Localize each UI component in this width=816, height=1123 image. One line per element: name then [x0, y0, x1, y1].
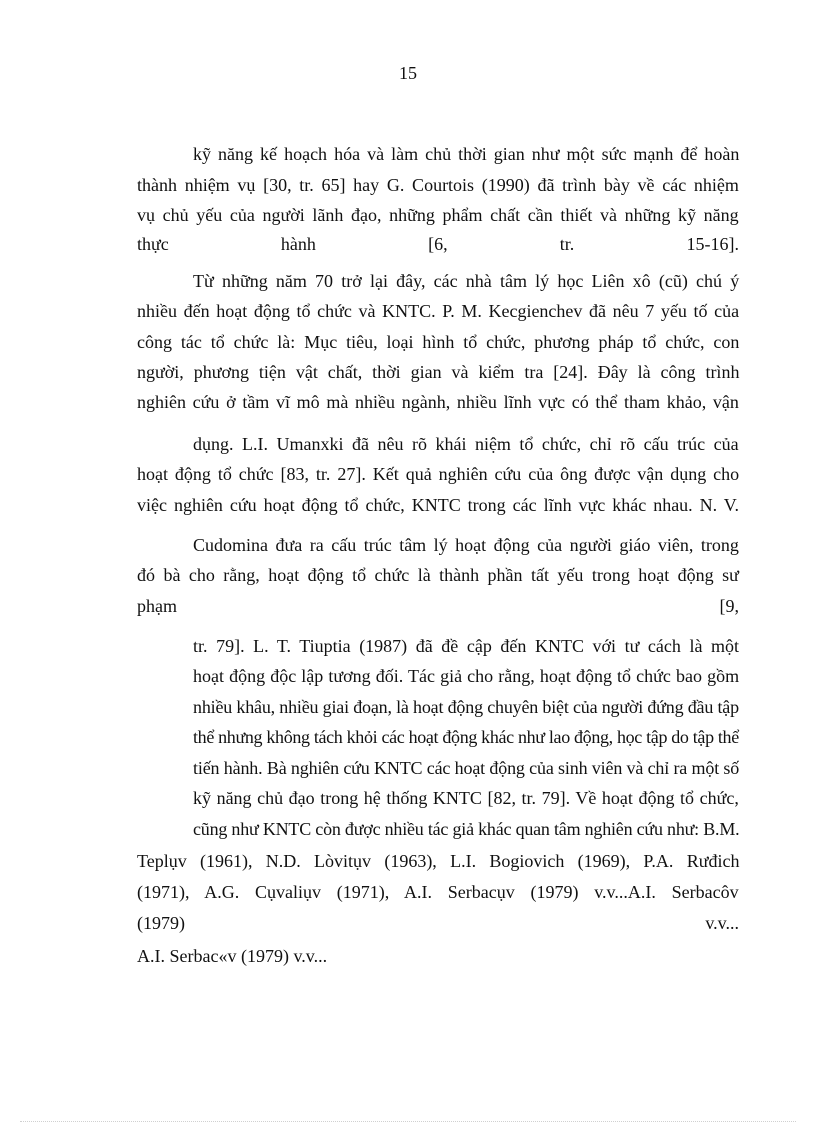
word: phạm — [137, 596, 177, 616]
text-line: A.I. Serbac«v (1979) v.v... — [137, 946, 328, 966]
text-line: nghiên cứu ở tầm vĩ mô mà nhiều ngành, nhiều lĩnh vực có thể tham khảo, vận — [137, 392, 739, 412]
word: v.v... — [705, 913, 739, 933]
text-line: thành nhiệm vụ [30, tr. 65] hay G. Courtois (1990) đã trình bày về các nhiệm — [137, 175, 739, 195]
text-line: đó bà cho rằng, hoạt động tổ chức là thành phần tất yếu trong hoạt động sư — [137, 565, 739, 585]
text-line: thể nhưng không tách khỏi các hoạt động khác như lao động, học tập do tập thể — [193, 727, 739, 747]
text-line: tiến hành. Bà nghiên cứu KNTC các hoạt động của sinh viên và chỉ ra một số — [193, 758, 740, 778]
text-line: Teplụv (1961), N.D. Lòvitụv (1963), L.I. Bogiovich (1969), P.A. Rưđich — [137, 851, 740, 871]
word: [9, — [719, 596, 739, 616]
text-line: cũng như KNTC còn được nhiều tác giả khác quan tâm nghiên cứu như: B.M. — [193, 819, 740, 839]
word: [6, — [428, 234, 448, 254]
text-line-justified — [137, 911, 739, 935]
text-line-justified — [137, 232, 739, 256]
text-line-justified — [137, 594, 739, 618]
text-line: người, phương tiện vật chất, thời gian và kiểm tra [24]. Đây là công trình — [137, 362, 740, 382]
text-line: (1971), A.G. Cụvaliụv (1971), A.I. Serbacụv (1979) v.v...A.I. Serbacôv — [137, 882, 739, 902]
word: (1979) — [137, 913, 185, 933]
text-line: Cudomina đưa ra cấu trúc tâm lý hoạt động của người giáo viên, trong — [193, 535, 739, 555]
word: 15-16]. — [686, 234, 739, 254]
text-line: hoạt động tổ chức [83, tr. 27]. Kết quả nghiên cứu của ông được vận dụng cho — [137, 464, 740, 484]
word: tr. — [559, 234, 575, 254]
text-line: tr. 79]. L. T. Tiuptia (1987) đã đề cập đến KNTC với tư cách là một — [193, 636, 740, 656]
page-number: 15 — [399, 63, 417, 83]
text-line: vụ chủ yếu của người lãnh đạo, những phẩm chất cần thiết và những kỹ năng — [137, 205, 739, 225]
text-line: nhiều đến hoạt động tổ chức và KNTC. P. M. Kecgienchev đã nêu 7 yếu tố của — [137, 301, 740, 321]
text-line: kỹ năng chủ đạo trong hệ thống KNTC [82, tr. 79]. Về hoạt động tổ chức, — [193, 788, 739, 808]
text-line: dụng. L.I. Umanxki đã nêu rõ khái niệm tổ chức, chỉ rõ cấu trúc của — [193, 434, 739, 454]
text-line: Từ những năm 70 trở lại đây, các nhà tâm lý học Liên xô (cũ) chú ý — [193, 271, 740, 291]
word: thực — [137, 234, 169, 254]
text-line: nhiều khâu, nhiều giai đoạn, là hoạt động chuyên biệt của người đứng đầu tập — [193, 697, 739, 717]
word: hành — [280, 234, 316, 254]
text-line: việc nghiên cứu hoạt động tổ chức, KNTC trong các lĩnh vực khác nhau. N. V. — [137, 495, 739, 515]
page-bottom-rule — [20, 1121, 796, 1122]
text-line: hoạt động độc lập tương đối. Tác giả cho rằng, hoạt động tổ chức bao gồm — [193, 666, 740, 686]
text-line: kỹ năng kế hoạch hóa và làm chủ thời gian như một sức mạnh để hoàn — [193, 144, 740, 164]
text-line: công tác tổ chức là: Mục tiêu, loại hình tổ chức, phương pháp tổ chức, con — [137, 332, 740, 352]
